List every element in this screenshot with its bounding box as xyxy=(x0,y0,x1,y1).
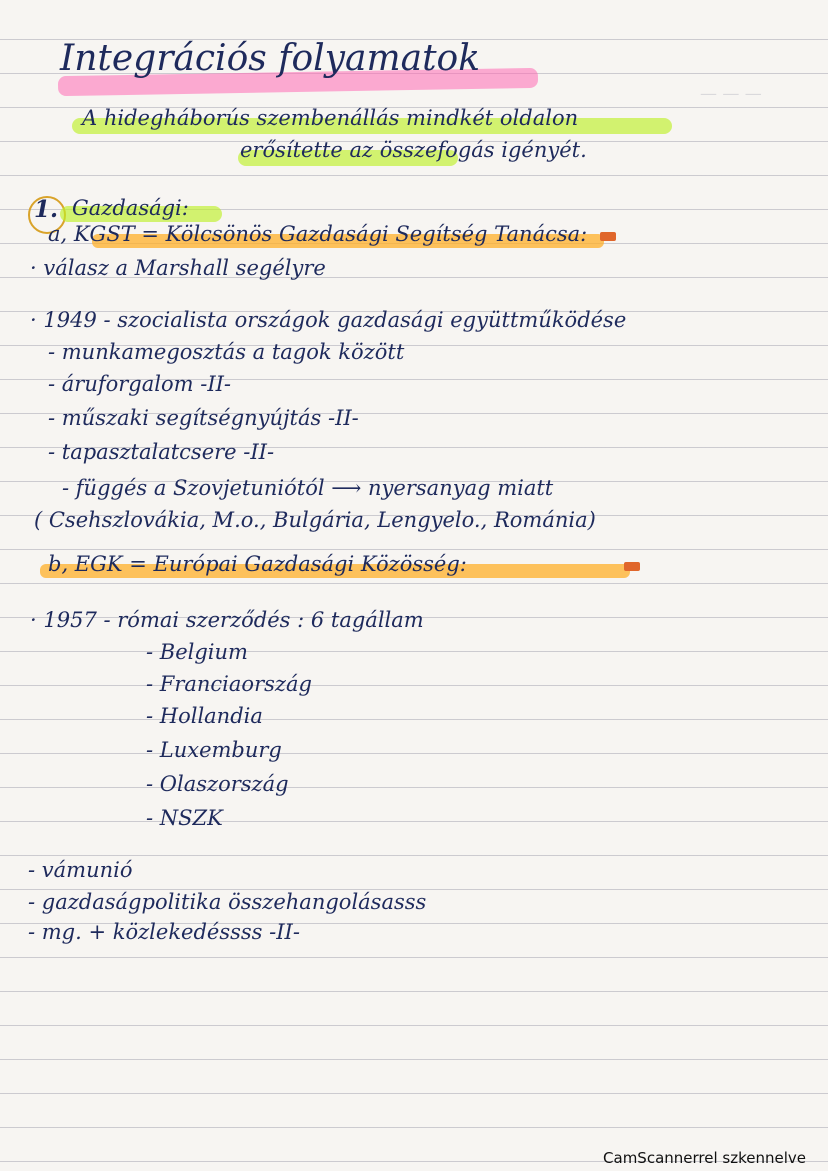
egk-member-4: - Luxemburg xyxy=(146,738,282,762)
egk-year-text: - római szerződés : 6 tagállam xyxy=(103,608,424,632)
egk-year: 1957 xyxy=(43,608,97,632)
pencil-tip-icon xyxy=(600,232,616,241)
egk-result-3: - mg. + közlekedéssss -II- xyxy=(28,920,300,944)
egk-year-line: · 1957 - római szerződés : 6 tagállam xyxy=(30,608,424,632)
egk-member-1: - Belgium xyxy=(146,640,248,664)
egk-member-3: - Hollandia xyxy=(146,704,263,728)
kgst-dependence: - függés a Szovjetuniótól ⟶ nyersanyag miatt xyxy=(62,476,554,500)
page-title: Integrációs folyamatok xyxy=(60,38,481,79)
kgst-item-2: - áruforgalom -II- xyxy=(48,372,232,396)
section-heading: Gazdasági: xyxy=(72,196,189,220)
kgst-bullet: · válasz a Marshall segélyre xyxy=(30,256,326,280)
intro-line-2: erősítette az összefogás igényét. xyxy=(240,138,587,162)
egk-result-2: - gazdaságpolitika összehangolásasss xyxy=(28,890,427,914)
kgst-countries: ( Csehszlovákia, M.o., Bulgária, Lengyelo., Románia) xyxy=(34,508,596,532)
egk-heading: b, EGK = Európai Gazdasági Közösség: xyxy=(48,552,467,576)
kgst-year-line: · 1949 - szocialista országok gazdasági együttműködése xyxy=(30,308,627,332)
egk-member-6: - NSZK xyxy=(146,806,223,830)
pencil-tip-icon-2 xyxy=(624,562,640,571)
scanner-watermark: CamScannerrel szkennelve xyxy=(603,1149,806,1167)
egk-member-2: - Franciaország xyxy=(146,672,312,696)
kgst-item-3: - műszaki segítségnyújtás -II- xyxy=(48,406,359,430)
egk-member-5: - Olaszország xyxy=(146,772,289,796)
kgst-year: 1949 xyxy=(43,308,97,332)
kgst-heading: a, KGST = Kölcsönös Gazdasági Segítség Tanácsa: xyxy=(48,222,588,246)
kgst-year-text: - szocialista országok gazdasági együttműködése xyxy=(103,308,627,332)
intro-line-1: A hidegháborús szembenállás mindkét oldalon xyxy=(82,106,579,130)
bleed-through-marks: — — — xyxy=(700,84,762,104)
kgst-item-1: - munkamegosztás a tagok között xyxy=(48,340,405,364)
egk-result-1: - vámunió xyxy=(28,858,133,882)
kgst-item-4: - tapasztalatcsere -II- xyxy=(48,440,275,464)
section-number: 1. xyxy=(34,196,59,223)
